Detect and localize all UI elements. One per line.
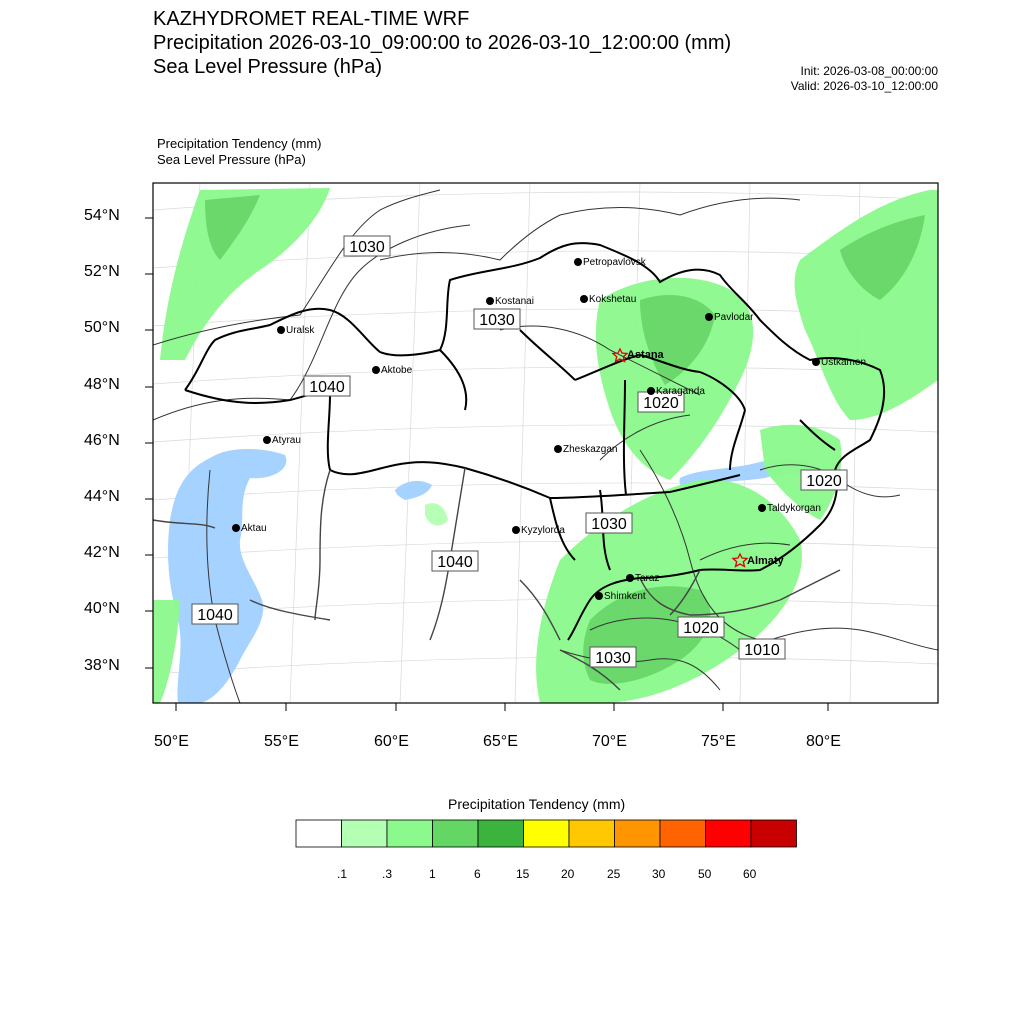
svg-text:1030: 1030 — [479, 312, 515, 329]
map-field-label-slp: Sea Level Pressure (hPa) — [157, 152, 306, 167]
precip-aral-patch — [425, 503, 448, 525]
colorbar-label: .3 — [382, 867, 393, 881]
svg-text:Almaty: Almaty — [747, 555, 784, 567]
svg-text:Kokshetau: Kokshetau — [589, 294, 637, 305]
city-karaganda — [647, 386, 705, 397]
isobar-label — [801, 470, 847, 490]
isobar-label — [678, 617, 724, 637]
svg-text:Pavlodar: Pavlodar — [714, 312, 754, 323]
svg-text:Taraz: Taraz — [635, 573, 660, 584]
svg-text:1030: 1030 — [591, 516, 627, 533]
svg-text:Uralsk: Uralsk — [286, 325, 315, 336]
map-field-label-precip: Precipitation Tendency (mm) — [157, 136, 322, 151]
svg-text:Kyzylorda: Kyzylorda — [521, 525, 565, 536]
svg-text:Shimkent: Shimkent — [604, 591, 646, 602]
svg-text:1020: 1020 — [643, 395, 679, 412]
precip-caspian-sw — [153, 600, 180, 703]
city-petropavlovsk — [574, 257, 647, 268]
lon-label: 60°E — [374, 733, 409, 750]
svg-text:1020: 1020 — [806, 473, 842, 490]
isobar-label — [432, 551, 478, 571]
svg-text:Petropavlovsk: Petropavlovsk — [583, 257, 646, 268]
valid-time: Valid: 2026-03-10_12:00:00 — [790, 79, 938, 93]
isobar-label — [739, 639, 785, 659]
colorbar-label: 60 — [743, 867, 757, 881]
svg-text:1030: 1030 — [595, 650, 631, 667]
isobar-label — [192, 604, 238, 624]
svg-text:Ustkamen: Ustkamen — [821, 357, 867, 368]
colorbar-box — [433, 820, 479, 847]
colorbar-box — [706, 820, 752, 847]
lat-label: 42°N — [84, 544, 120, 561]
lat-label: 44°N — [84, 488, 120, 505]
init-time: Init: 2026-03-08_00:00:00 — [800, 64, 938, 78]
lat-label: 48°N — [84, 376, 120, 393]
isobar-label — [590, 647, 636, 667]
lon-label: 80°E — [806, 733, 841, 750]
colorbar-box — [478, 820, 524, 847]
colorbar-box — [569, 820, 615, 847]
colorbar — [296, 820, 797, 847]
svg-text:Taldykorgan: Taldykorgan — [767, 503, 821, 514]
lat-label: 38°N — [84, 657, 120, 674]
isobar-label — [344, 236, 390, 256]
svg-text:1030: 1030 — [349, 239, 385, 256]
lon-label: 50°E — [154, 733, 189, 750]
svg-text:1040: 1040 — [437, 554, 473, 571]
svg-text:Aktau: Aktau — [241, 523, 267, 534]
colorbar-label: 25 — [607, 867, 621, 881]
city-aktobe — [372, 365, 413, 376]
chart-subtitle-slp: Sea Level Pressure (hPa) — [153, 56, 383, 78]
colorbar-label: 50 — [698, 867, 712, 881]
city-uralsk — [277, 325, 315, 336]
svg-text:1010: 1010 — [744, 642, 780, 659]
city-taldykorgan — [758, 503, 821, 514]
colorbar-label: 30 — [652, 867, 666, 881]
svg-text:1020: 1020 — [683, 620, 719, 637]
colorbar-box — [296, 820, 342, 847]
isobar-label — [586, 513, 632, 533]
city-kokshetau — [580, 294, 636, 305]
colorbar-label: 15 — [516, 867, 530, 881]
chart-title: KAZHYDROMET REAL-TIME WRF — [153, 8, 470, 30]
svg-text:1040: 1040 — [197, 607, 233, 624]
lon-label: 70°E — [592, 733, 627, 750]
lat-label: 46°N — [84, 432, 120, 449]
colorbar-label: 1 — [429, 867, 436, 881]
lat-label: 52°N — [84, 263, 120, 280]
precipitation-field — [153, 188, 938, 703]
colorbar-box — [342, 820, 388, 847]
isobar-label — [304, 376, 350, 396]
lat-label: 40°N — [84, 600, 120, 617]
colorbar-title: Precipitation Tendency (mm) — [448, 796, 626, 812]
colorbar-label: 20 — [561, 867, 575, 881]
svg-text:Astana: Astana — [627, 349, 664, 361]
colorbar-box — [524, 820, 570, 847]
colorbar-box — [751, 820, 797, 847]
lat-label: 54°N — [84, 207, 120, 224]
lon-label: 75°E — [701, 733, 736, 750]
svg-text:Kostanai: Kostanai — [495, 296, 534, 307]
lon-label: 65°E — [483, 733, 518, 750]
city-kostanai — [486, 296, 534, 307]
colorbar-box — [660, 820, 706, 847]
svg-text:Zheskazgan: Zheskazgan — [563, 444, 618, 455]
colorbar-box — [615, 820, 661, 847]
lat-label: 50°N — [84, 319, 120, 336]
chart-subtitle-precip: Precipitation 2026-03-10_09:00:00 to 2026-03-10_12:00:00 (mm) — [153, 32, 732, 54]
colorbar-label: 6 — [474, 867, 481, 881]
isobar-label — [474, 309, 520, 329]
city-atyrau — [263, 435, 301, 446]
aral-sea — [395, 481, 432, 500]
svg-text:1040: 1040 — [309, 379, 345, 396]
svg-text:Atyrau: Atyrau — [272, 435, 301, 446]
svg-text:Aktobe: Aktobe — [381, 365, 413, 376]
colorbar-box — [387, 820, 433, 847]
svg-text:Karaganda: Karaganda — [656, 386, 705, 397]
city-ustkamen — [812, 357, 866, 368]
lon-label: 55°E — [264, 733, 299, 750]
city-zheskazgan — [554, 444, 617, 455]
colorbar-label: .1 — [337, 867, 348, 881]
